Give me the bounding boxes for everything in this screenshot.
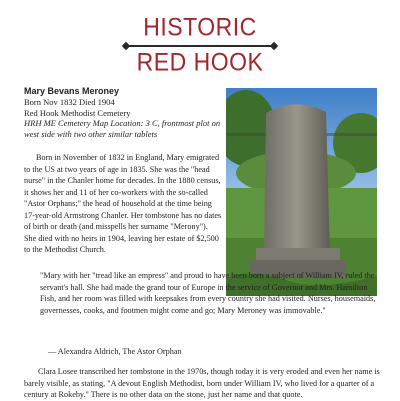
cemetery-name: Red Hook Methodist Cemetery [24,107,131,118]
person-name: Mary Bevans Meroney [24,86,120,96]
historic-red-hook-logo [0,12,400,76]
tombstone-paragraph: Clara Losee transcribed her tombstone in the 1970s, though today it is very eroded and even her name is barely visible, as stating, "A devout English Methodist, born under William IV, who lived for a quarter of a century at Rokeby." There is no other data on the stone, just her name and that quote. [24,367,380,399]
divider-bar [129,45,271,47]
quote-attribution: — Alexandra Aldrich, The Astor Orphan [48,347,182,356]
entry-header [24,86,224,139]
tombstone-photo [226,88,377,296]
diamond-right-icon [270,42,278,50]
block-quote: "Mary with her "tread like an empress" and proud to have been born a subject of William IV, ruled the servant's hall. She had made the grand tour of Europe in the service of Governor and Mrs. Hamilton Fish, and her room was filled with keepsakes from every country she had visited. Nurses, housemaids, governesses, cooks, and footmen might come and go; Mary Meroney was immovable." [40,271,376,315]
life-dates: Born Nov 1832 Died 1904 [24,97,115,107]
tombstone-illustration [226,88,377,296]
biography-paragraph: Born in November of 1832 in England, Mary emigrated to the US at two years of age in 1835. She was the "head nurse" in the Chanler home for decades. In the 1880 census, it shows her and 11 of her co-workers with the so-called "Astor Orphans;" the head of household at the time being 17-year-old Armstrong Chanler. Her tombstone has no dates of birth or death (and misspells her surname "Merony"). She died with no heirs in 1904, leaving her estate of $2,500 to the Methodist Church. [24,153,222,254]
logo-line-historic: HISTORIC [143,12,257,41]
logo-line-red-hook: RED HOOK [136,47,264,76]
map-location: HRH ME Cemetery Map Location: 3 C, frontmost plot on west side with two other similar tablets [24,118,221,139]
